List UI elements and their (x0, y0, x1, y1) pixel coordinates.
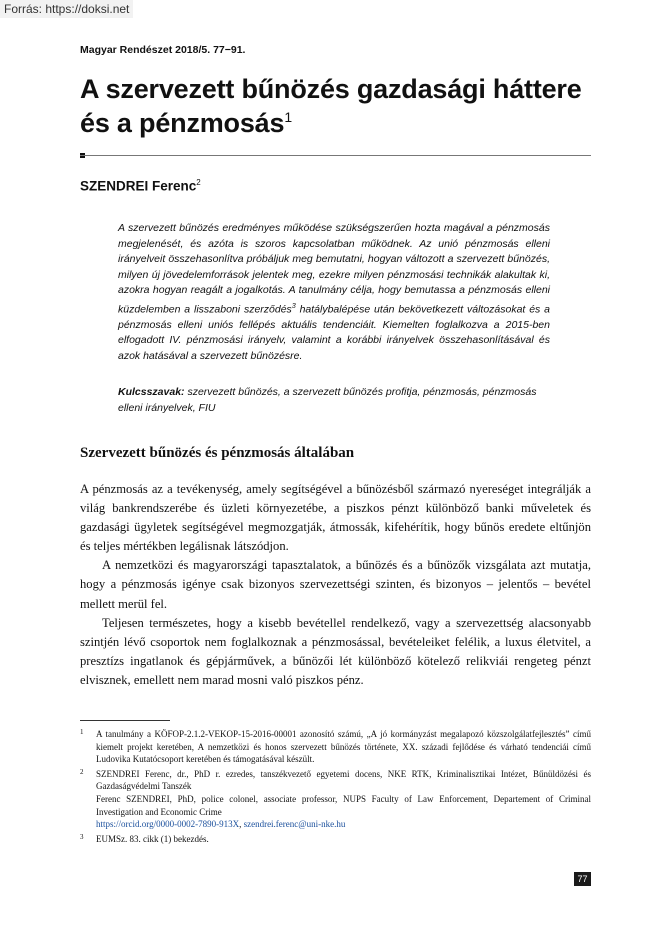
author-name: SZENDREI Ferenc (80, 178, 197, 194)
footnote-links (96, 818, 591, 831)
footnote-number: 3 (80, 832, 84, 841)
paragraph: A nemzetközi és magyarországi tapasztalatok, a bűnözés és a bűnözők vizsgálata azt mutatja, hogy a pénzmosás igénye csak bizonyos szervezettségi szinten, és bizonyos – jelentős – bevétel mellett merül fel. (80, 558, 591, 611)
footnote-text: A tanulmány a KÖFOP-2.1.2-VEKOP-15-2016-00001 azonosító számú, „A jó kormányzást megalapozó közszolgálatfejlesztés” című kiemelt projekt keretében, A nemzetközi és honos szervezett bűnözés története, XX. századi fejlődése és várható tendenciái című Ludovika Kutatócsoport keretében és támogatásával készült. (96, 729, 591, 765)
footnote-text: Ferenc SZENDREI, PhD, police colonel, associate professor, NUPS Faculty of Law Enforcement, Departement of Criminal Investigation and Economic Crime (96, 793, 591, 817)
footnotes (80, 728, 591, 847)
section-heading: Szervezett bűnözés és pénzmosás általában (80, 445, 355, 461)
title-rule (80, 155, 591, 156)
footnote-text: EUMSz. 83. cikk (1) bekezdés. (96, 833, 209, 844)
footnote-rule (80, 720, 170, 721)
keywords-text: szervezett bűnözés, a szervezett bűnözés profitja, pénzmosás, pénzmosás elleni irányelvek, FIU (118, 386, 537, 414)
author-footnote-marker: 2 (196, 178, 201, 187)
keywords (118, 385, 550, 416)
keywords-label: Kulcsszavak: (118, 386, 185, 398)
paragraph: Teljesen természetes, hogy a kisebb bevétellel rendelkező, vagy a szervezettség alacsonyabb szintjén lévő csoportok nem foglalkoznak a pénzmosással, bevételeiket felélik, a luxus életvitel, a presztízs ingatlanok és gépjárművek, a bűnözői lét különböző kötelező relikviái rengeteg pénzt elvisznek, emellett nem marad mosni való piszkos pénz. (80, 615, 591, 687)
article-title (80, 72, 600, 140)
abstract-part2: hatálybalépése után bekövetkezett változásokat és a pénzmosás elleni uniós fellépés aktuális tendenciáit. Kiemelten foglalkozva a 2015-ben elfogadott IV. pénzmosási irányelv, valamint a korábbi irányelvek összehasonlításával és azok hatásával a szervezett bűnözésre. (118, 303, 550, 362)
paragraph: A pénzmosás az a tevékenység, amely segítségével a bűnözésből származó nyereséget integrálják a világ bankrendszerébe és üzleti környezetébe, a piszkos pénzt különböző banki műveletek és gazdasági ügyletek segítségével megmozgatják, átmossák, kifehérítik, hogy bűnös eredete eltűnjön és teljes mértékben legálisnak látszódjon. (80, 482, 591, 554)
source-label: Forrás: https://doksi.net (0, 0, 133, 18)
footnote-1 (80, 728, 591, 766)
link-separator: , (239, 819, 244, 830)
title-footnote-marker: 1 (284, 109, 292, 125)
abstract-part1: A szervezett bűnözés eredményes működése szükségszerűen hozta magával a pénzmosás megjelenését, és azóta is szoros kapcsolatban működnek. Az unió pénzmosás elleni irányelveit összehasonlítva próbáljuk meg bemutatni, hogyan változott a szervezett bűnözés, milyen új jövedelemforrások jelentek meg, ezekre milyen pénzmosási technikák alakultak ki, azokra hogyan reagált a jogalkotás. A tanulmány célja, hogy bemutassa a pénzmosás elleni küzdelemben a lisszaboni szerződés (118, 222, 550, 315)
email-link[interactable]: szendrei.ferenc@uni-nke.hu (243, 819, 346, 830)
orcid-link[interactable]: https://orcid.org/0000-0002-7890-913X (96, 819, 240, 830)
footnote-number: 2 (80, 767, 84, 776)
author (80, 178, 201, 194)
footnote-text: SZENDREI Ferenc, dr., PhD r. ezredes, tanszékvezető egyetemi docens, NKE RTK, Kriminalisztikai Intézet, Bűnüldözési és Gazdaságvédelmi Tanszék (96, 768, 591, 792)
abstract-footnote-marker: 3 (291, 302, 296, 310)
footnote-number: 1 (80, 728, 84, 736)
body-text (80, 480, 591, 690)
page-number: 77 (574, 872, 591, 886)
abstract (118, 221, 550, 364)
journal-citation: Magyar Rendészet 2018/5. 77−91. (80, 44, 246, 56)
footnote-3 (80, 833, 591, 846)
article-title-text: A szervezett bűnözés gazdasági háttere és a pénzmosás (80, 74, 582, 138)
footnote-2 (80, 768, 591, 831)
